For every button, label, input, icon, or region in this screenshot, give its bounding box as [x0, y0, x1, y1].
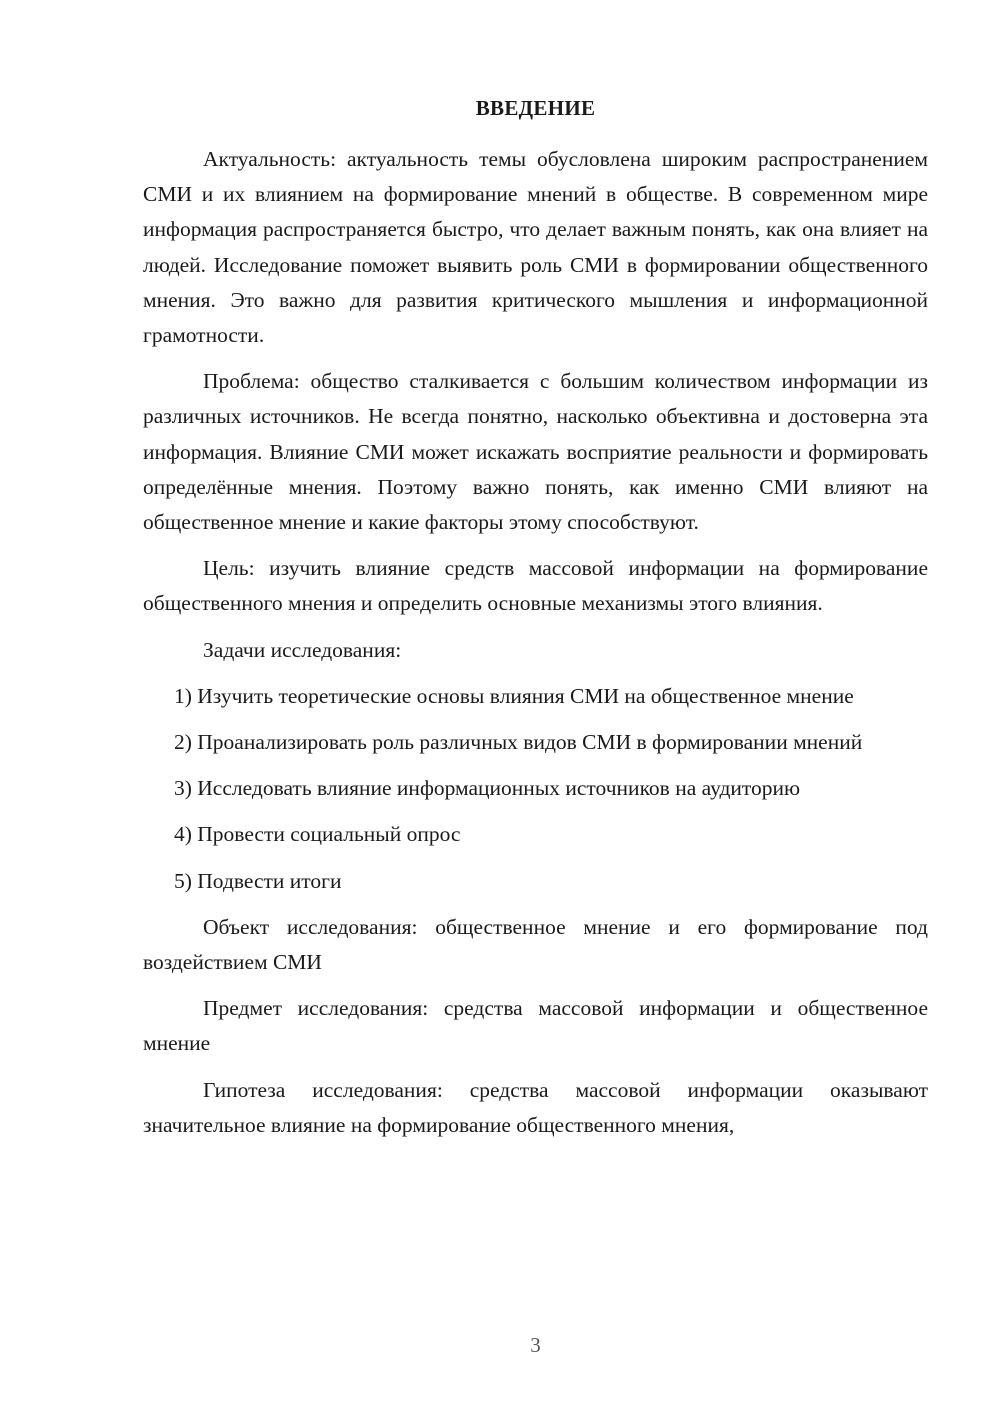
- list-item: 3) Исследовать влияние информационных источников на аудиторию: [174, 776, 801, 801]
- paragraph-problem: Проблема: общество сталкивается с большим количеством информации из различных источников. Не всегда понятно, насколько объективна и достоверна эта информация. Влияние СМИ может искажать восприятие реальности и формировать определённые мнения. Поэтому важно понять, как именно СМИ влияют на общественное мнение и какие факторы этому способствуют.: [143, 369, 928, 535]
- list-item: 4) Провести социальный опрос: [174, 822, 461, 847]
- list-item: 5) Подвести итоги: [174, 868, 342, 893]
- tasks-list: [143, 679, 928, 899]
- paragraph-tasks-heading: Задачи исследования:: [203, 637, 402, 662]
- document-page: [143, 0, 928, 1414]
- paragraph-relevance: Актуальность: актуальность темы обусловлена широким распространением СМИ и их влиянием на формирование мнений в обществе. В современном мире информация распространяется быстро, что делает важным понять, как она влияет на людей. Исследование поможет выявить роль СМИ в формировании общественного мнения. Это важно для развития критического мышления и информационной грамотности.: [143, 147, 928, 348]
- document-body: [143, 142, 928, 1154]
- paragraph-goal: Цель: изучить влияние средств массовой информации на формирование общественного мнения и определить основные механизмы этого влияния.: [143, 556, 928, 616]
- list-item: 2) Проанализировать роль различных видов СМИ в формировании мнений: [174, 730, 863, 755]
- page-number: 3: [530, 1333, 541, 1357]
- paragraph-object: Объект исследования: общественное мнение и его формирование под воздействием СМИ: [143, 914, 928, 975]
- list-item: 1) Изучить теоретические основы влияния СМИ на общественное мнение: [174, 683, 854, 708]
- page-title: ВВЕДЕНИЕ: [475, 96, 596, 120]
- paragraph-subject: Предмет исследования: средства массовой информации и общественное мнение: [143, 996, 928, 1056]
- paragraph-hypothesis: Гипотеза исследования: средства массовой информации оказывают значительное влияние на формирование общественного мнения,: [143, 1077, 928, 1137]
